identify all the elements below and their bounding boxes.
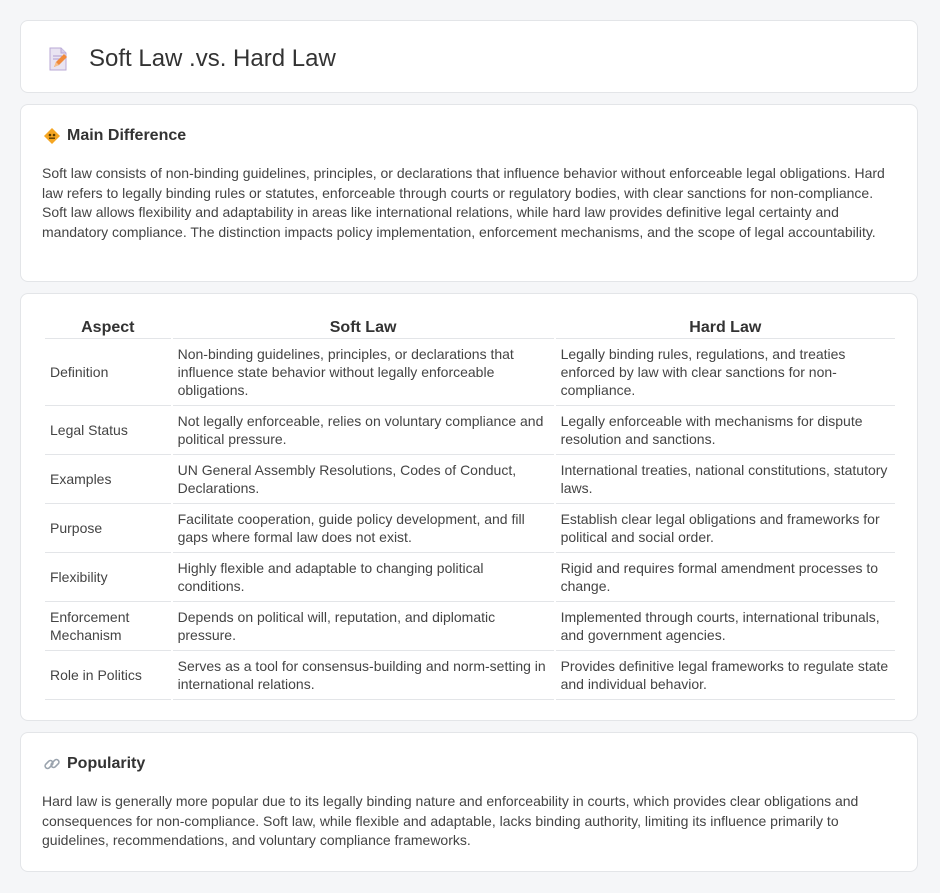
soft-law-cell: Depends on political will, reputation, and diplomatic pressure. <box>173 602 554 651</box>
soft-law-cell: Not legally enforceable, relies on voluntary compliance and political pressure. <box>173 406 554 455</box>
aspect-cell: Definition <box>45 339 171 406</box>
table-row <box>45 455 895 504</box>
soft-law-cell: Facilitate cooperation, guide policy development, and fill gaps where formal law does not exist. <box>173 504 554 553</box>
main-difference-heading: Main Difference <box>67 127 187 144</box>
aspect-cell: Flexibility <box>45 553 171 602</box>
aspect-cell: Legal Status <box>45 406 171 455</box>
popularity-text: Hard law is generally more popular due to its legally binding nature and enforceability in courts, which provides clear obligations and consequences for non-compliance. Soft law, while flexible and adaptable, lacks binding authority, limiting its influence primarily to guidelines, recommendations, and voluntary compliance frameworks. <box>42 793 859 849</box>
link-icon <box>43 755 61 773</box>
table-row <box>45 504 895 553</box>
hard-law-cell: Provides definitive legal frameworks to regulate state and individual behavior. <box>556 651 895 700</box>
main-difference-text: Soft law consists of non-binding guidelines, principles, or declarations that influence behavior without enforceable legal obligations. Hard law refers to legally binding rules or statutes, enforceable through courts or regulatory bodies, with clear sanctions for non-compliance. Soft law allows flexibility and adaptability in areas like international relations, while hard law provides definitive legal certainty and mandatory compliance. The distinction impacts policy implementation, enforcement mechanisms, and the scope of legal accountability. <box>42 165 885 240</box>
table-row <box>45 602 895 651</box>
table-row <box>45 339 895 406</box>
hard-law-cell: Implemented through courts, international tribunals, and government agencies. <box>556 602 895 651</box>
header-aspect: Aspect <box>45 318 171 339</box>
soft-law-cell: Serves as a tool for consensus-building and norm-setting in international relations. <box>173 651 554 700</box>
aspect-cell: Examples <box>45 455 171 504</box>
hard-law-cell: Legally binding rules, regulations, and treaties enforced by law with clear sanctions for non-compliance. <box>556 339 895 406</box>
popularity-header <box>43 755 145 773</box>
header-hard-law: Hard Law <box>556 318 895 339</box>
soft-law-cell: Non-binding guidelines, principles, or declarations that influence state behavior without legally enforceable obligations. <box>173 339 554 406</box>
aspect-cell: Purpose <box>45 504 171 553</box>
table-row <box>45 553 895 602</box>
hard-law-cell: International treaties, national constitutions, statutory laws. <box>556 455 895 504</box>
title-row <box>47 45 336 73</box>
comparison-table <box>43 318 897 700</box>
hard-law-cell: Legally enforceable with mechanisms for dispute resolution and sanctions. <box>556 406 895 455</box>
comparison-card <box>20 293 918 721</box>
document-pencil-icon <box>47 46 69 72</box>
header-soft-law: Soft Law <box>173 318 554 339</box>
title-card <box>20 20 918 93</box>
main-difference-header <box>43 127 186 145</box>
popularity-card <box>20 732 918 872</box>
diamond-warning-icon <box>43 127 61 145</box>
aspect-cell: Role in Politics <box>45 651 171 700</box>
hard-law-cell: Establish clear legal obligations and frameworks for political and social order. <box>556 504 895 553</box>
table-header-row <box>45 318 895 339</box>
hard-law-cell: Rigid and requires formal amendment processes to change. <box>556 553 895 602</box>
aspect-cell: Enforcement Mechanism <box>45 602 171 651</box>
table-row <box>45 651 895 700</box>
popularity-heading: Popularity <box>67 755 146 772</box>
page-title: Soft Law .vs. Hard Law <box>89 45 336 72</box>
soft-law-cell: UN General Assembly Resolutions, Codes of Conduct, Declarations. <box>173 455 554 504</box>
soft-law-cell: Highly flexible and adaptable to changing political conditions. <box>173 553 554 602</box>
main-difference-card <box>20 104 918 282</box>
table-row <box>45 406 895 455</box>
